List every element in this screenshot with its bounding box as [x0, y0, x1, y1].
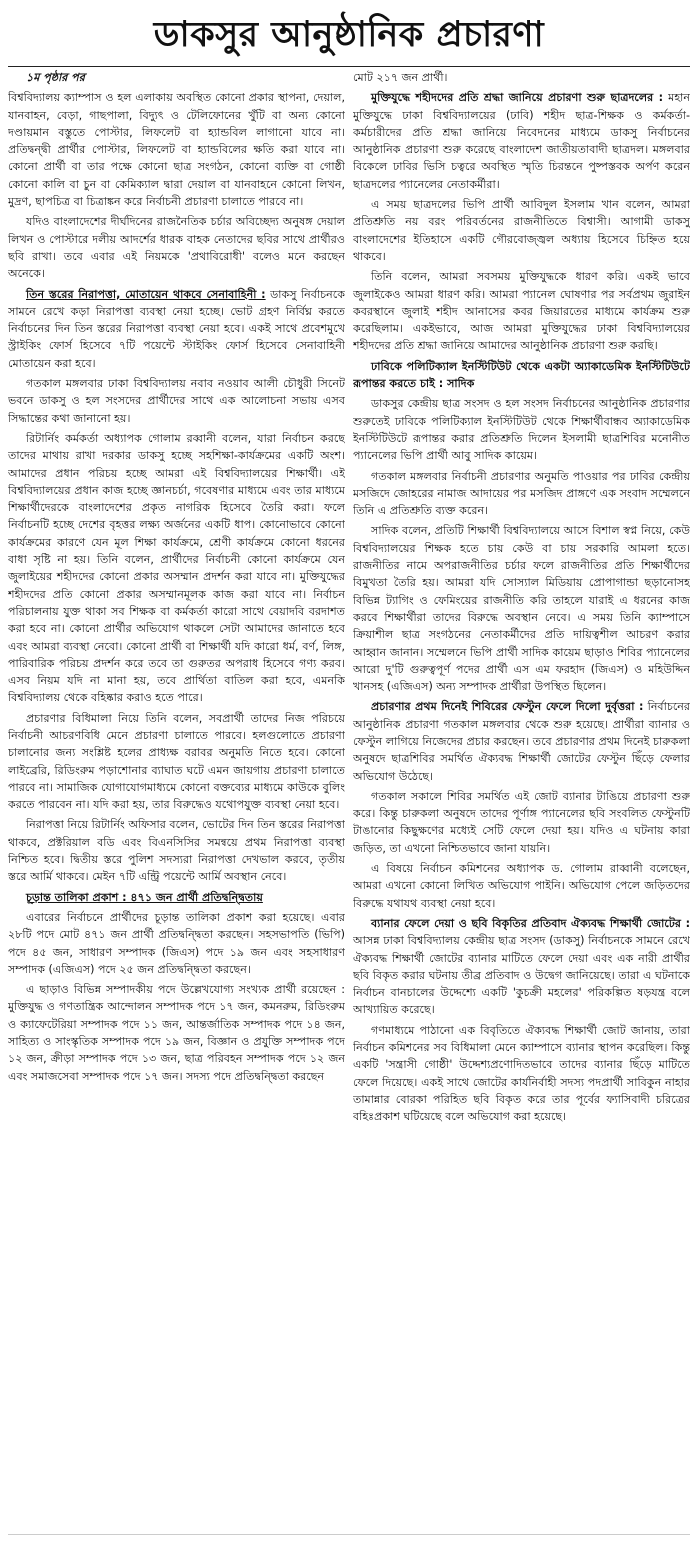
paragraph: মোট ২১৭ জন প্রার্থী। [353, 71, 448, 84]
paragraph: ডাকসুর কেন্দ্রীয় ছাত্র সংসদ ও হল সংসদ নির্বাচনের আনুষ্ঠানিক প্রচারণার শুরুতেই ঢাবিকে পলিটিক্যাল ইনস্টিটিউট থেকে শিক্ষার্থীবান্ধব অ্যাকাডেমিক ইনস্টিটিউটে রূপান্তর করার প্রতিশ্রুতি দিলেন ইসলামী ছাত্রশিবির মনোনীত প্যানেলের ভিপি প্রার্থী আবু সাদিক কায়েম। [353, 397, 690, 463]
subheading: ঢাবিকে পলিটিক্যাল ইনস্টিটিউট থেকে একটা অ্যাকাডেমিক ইনস্টিটিউটে রূপান্তর করতে চাই : সাদিক [353, 359, 690, 391]
paragraph: গতকাল সকালে শিবির সমর্থিত এই জোট ব্যানার টাঙিয়ে প্রচারণা শুরু করে। কিন্তু চারুকলা অনুষদে তাদের পূর্ণাঙ্গ প্যানেলের ছবি সংবলিত ফেস্টুনটি টাঙানোর কিছুক্ষণের মধ্যেই সেটি ফেলে দেয়া হয়। যদিও এ ঘটনায় কারা জড়িত, তা এখনো নিশ্চিতভাবে জানা যায়নি। [353, 789, 690, 855]
paragraph: যদিও বাংলাদেশের দীর্ঘদিনের রাজনৈতিক চর্চার অবিচ্ছেদ্য অনুষঙ্গ দেয়াল লিখন ও পোস্টারে দলীয় আদর্শের ধারক বাহক নেতাদের ছবির সাথে প্রার্থীরও ছবি রাখা। তবে এবার এই নিয়মকে 'প্রথাবিরোধী' বলেও মনে করছেন অনেকে। [8, 215, 345, 281]
paragraph-text: নির্বাচনের আনুষ্ঠানিক প্রচারণা গতকাল মঙ্গলবার থেকে শুরু হয়েছে। প্রার্থীরা ব্যানার ও ফেস্টুন লাগিয়ে নিজেদের প্রচার করছেন। তবে প্রচারণার প্রথম দিনেই চারুকলা অনুষদে ছাত্রশিবির সমর্থিত ঐক্যবদ্ধ শিক্ষার্থী জোটের ফেস্টুন ছিঁড়ে ফেলার অভিযোগ উঠেছে। [353, 700, 690, 783]
paragraph-text: মহান মুক্তিযুদ্ধে ঢাকা বিশ্ববিদ্যালয়ের (ঢাবি) শহীদ ছাত্র-শিক্ষক ও কর্মকর্তা-কর্মচারীদের প্রতি শ্রদ্ধা জানিয়ে নিবেদনের মাধ্যমে ডাকসু নির্বাচনের আনুষ্ঠানিক প্রচারণা শুরু করেছে বাংলাদেশ জাতীয়তাবাদী ছাত্রদল। মঙ্গলবার বিকেলে ঢাবির ভিসি চত্বরে অবস্থিত স্মৃতি চিরন্তনে পুষ্পস্তবক অর্পণ করেন ছাত্রদলের প্যানেলের নেতাকর্মীরা। [353, 91, 690, 191]
paragraph-text: আসন্ন ঢাকা বিশ্ববিদ্যালয় কেন্দ্রীয় ছাত্র সংসদ (ডাকসু) নির্বাচনকে সামনে রেখে ঐক্যবদ্ধ শিক্ষার্থী জোটের ব্যানার মাটিতে ফেলে দেয়া এবং এক নারী প্রার্থীর ছবি বিকৃত করার ঘটনায় তীব্র প্রতিবাদ ও উদ্বেগ জানিয়েছে। তারা এ ঘটনাকে নির্বাচন বানচালের উদ্দেশ্যে একটি 'কুচক্রী মহলের' পরিকল্পিত ষড়যন্ত্র বলে আখ্যায়িত করেছে। [353, 934, 690, 1017]
paragraph [353, 915, 690, 1019]
paragraph: প্রচারণার বিধিমালা নিয়ে তিনি বলেন, সবপ্রার্থী তাদের নিজ পরিচয়ে নির্বাচনী আচরণবিধি মেনে প্রচারণা চালাতে পারবে। হলগুলোতে প্রচারণা চালানোর জন্য সংশ্লিষ্ট হলের প্রাধ্যক্ষ বরাবর অনুমতি নিতে হবে। কোনো লাইব্রেরি, রিডিংরুম পড়াশোনার ব্যাঘাত ঘটে এমন জায়গায় প্রচারণা চালাতে পারবে না। সামাজিক যোগাযোগমাধ্যমে কোনো বক্তব্যের মাধ্যমে কাউকে বুলিং করতে পারবেন না। যদি করা হয়, তার বিরুদ্ধেও যথোপযুক্ত ব্যবস্থা নেয়া হবে। [8, 711, 345, 812]
subheading: তিন স্তরের নিরাপত্তা, মোতায়েন থাকবে সেনাবাহিনী : [26, 287, 266, 301]
paragraph [353, 698, 690, 784]
headline-rule [8, 66, 690, 67]
paragraph [353, 358, 690, 393]
article-columns [8, 69, 690, 1535]
paragraph-text: ডাকসু নির্বাচনকে সামনে রেখে কড়া নিরাপত্তা ব্যবস্থা নেয়া হচ্ছে। ভোট গ্রহণ নির্বিঘ্ন করতে নির্বাচনের দিন তিন স্তরের নিরাপত্তা ব্যবস্থা নেয়া হবে। একই সাথে প্রবেশমুখে স্ট্রাইকিং ফোর্স হিসেবে ৭টি পয়েন্টে স্টাইকিং ফোর্স হিসেবে সেনাবাহিনী মোতায়েন করা হবে। [8, 287, 345, 370]
paragraph: এ সময় ছাত্রদলের ভিপি প্রার্থী আবিদুল ইসলাম খান বলেন, আমরা প্রতিশ্রুতি নয় বরং পরিবর্তনের রাজনীতিতে বিশ্বাসী। আগামী ডাকসু বাংলাদেশের ইতিহাসে একটি গৌরবোজ্জ্বল অধ্যায় হিসেবে চিহ্নিত হয়ে থাকবে। [353, 198, 690, 263]
paragraph [8, 286, 345, 372]
paragraph: এ ছাড়াও বিভিন্ন সম্পাদকীয় পদে উল্লেখযোগ্য সংখ্যক প্রার্থী রয়েছেন : মুক্তিযুদ্ধ ও গণতান্ত্রিক আন্দোলন সম্পাদক পদে ১৭ জন, কমনরুম, রিডিংরুম ও ক্যাফেটেরিয়া সম্পাদক পদে ১১ জন, আন্তর্জাতিক সম্পাদক পদে ১৪ জন, সাহিত্য ও সাংস্কৃতিক সম্পাদক পদে ১৯ জন, বিজ্ঞান ও প্রযুক্তি সম্পাদক পদে ১২ জন, ক্রীড়া সম্পাদক পদে ১৩ জন, ছাত্র পরিবহন সম্পাদক পদে ১২ জন এবং সমাজসেবা সম্পাদক পদে ১৭ জন। সদস্য পদে প্রতিদ্বন্দ্বিতা করছেন [8, 983, 345, 1083]
paragraph: এবারের নির্বাচনে প্রার্থীদের চূড়ান্ত তালিকা প্রকাশ করা হয়েছে। এবার ২৮টি পদে মোট ৪৭১ জন প্রার্থী প্রতিদ্বন্দ্বিতা করছেন। সহসভাপতি (ভিপি) পদে ৪৫ জন, সাধারণ সম্পাদক (জিএস) পদে ১৯ জন এবং সহসাধারণ সম্পাদক (এজিএস) পদে ২৫ জন প্রতিদ্বন্দ্বিতা করছেন। [8, 910, 345, 976]
bottom-rule [8, 1534, 690, 1535]
paragraph: গণমাধ্যমে পাঠানো এক বিবৃতিতে ঐক্যবদ্ধ শিক্ষার্থী জোট জানায়, তারা নির্বাচন কমিশনের সব বিধিমালা মেনে ক্যাম্পাসে ব্যানার স্থাপন করেছিল। কিন্তু একটি 'সন্ত্রাসী গোষ্ঠী' উদ্দেশ্যপ্রণোদিতভাবে তাদের ব্যানার ছিঁড়ে মাটিতে ফেলে দিয়েছে। একই সাথে জোটের কার্যনির্বাহী সদস্য পদপ্রার্থী সাবিকুন নাহার তামান্নার বোরকা পরিহিত ছবি বিকৃত করে তার পূর্বের ফ্যাসিবাদী চরিত্রের বহিঃপ্রকাশ ঘটিয়েছে বলে অভিযোগ করা হয়েছে। [353, 1023, 690, 1124]
subheading: মুক্তিযুদ্ধে শহীদদের প্রতি শ্রদ্ধা জানিয়ে প্রচারণা শুরু ছাত্রদলের : [371, 91, 664, 105]
paragraph [8, 889, 345, 906]
paragraph: নিরাপত্তা নিয়ে রিটার্নিং অফিসার বলেন, ভোটের দিন তিন স্তরের নিরাপত্তা থাকবে, প্রক্টরিয়াল বডি এবং বিএনসিসির সমন্বয়ে প্রথম নিরাপত্তা ব্যবস্থা নিশ্চিত হবে। দ্বিতীয় স্তরে পুলিশ সদস্যরা নিরাপত্তা দেখভাল করবে, তৃতীয় স্তরে আর্মি থাকবে। মেইন ৭টি এন্ট্রি পয়েন্টে আর্মি অবস্থান নেবে। [8, 818, 345, 884]
paragraph: তিনি বলেন, আমরা সবসময় মুক্তিযুদ্ধকে ধারণ করি। একই ভাবে জুলাইকেও আমরা ধারণ করি। আমরা প্যানেল ঘোষণার পর সর্বপ্রথম জুরাইন কবরস্থানে জুলাই শহীদ আনাসের কবর জিয়ারতের মাধ্যমে কার্যক্রম শুরু করেছিলাম। একইভাবে, আজ আমরা মুক্তিযুদ্ধের ঢাকা বিশ্ববিদ্যালয়ের শহীদদের প্রতি শ্রদ্ধা জানিয়ে আমাদের আনুষ্ঠানিক প্রচারণা শুরু করছি। [353, 270, 690, 353]
left-column [8, 69, 345, 1535]
paragraph: গতকাল মঙ্গলবার নির্বাচনী প্রচারণার অনুমতি পাওয়ার পর ঢাবির কেন্দ্রীয় মসজিদে জোহরের নামাজ আদায়ের পর মসজিদ প্রাঙ্গণে এক সংবাদ সম্মেলনে তিনি এ প্রতিশ্রুতি ব্যক্ত করেন। [353, 469, 690, 518]
paragraph: সাদিক বলেন, প্রতিটি শিক্ষার্থী বিশ্ববিদ্যালয়ে আসে বিশাল স্বপ্ন নিয়ে, কেউ বিশ্ববিদ্যালয়ের শিক্ষক হতে চায় কেউ বা চায় সরকারি আমলা হতে। রাজনীতির নামে অপরাজনীতির চর্চার ফলে রাজনীতির প্রতি শিক্ষার্থীদের বিমুখতা তৈরি হয়। আমরা যদি সোস্যাল মিডিয়ায় প্রোপাগান্ডা ছড়ানোসহ বিভিন্ন ট্যাগিং ও ফেমিংয়ের রাজনীতি করি তাহলে যারাই এ ধরনের কাজ করবে শিক্ষার্থীরা তাদের বিরুদ্ধে অবস্থান নেবে। এ সময় তিনি ক্যাম্পাসে ক্রিয়াশীল ছাত্র সংগঠনের নেতাকর্মীদের প্রতি দায়িত্বশীল আচরণ করার আহ্বান জানান। সম্মেলনে ভিপি প্রার্থী সাদিক কায়েম ছাড়াও শিবির প্যানেলের আরো দু'টি গুরুত্বপূর্ণ পদের প্রার্থী এস এম ফরহাদ (জিএস) ও মহিউদ্দিন খানসহ (এজিএস) অন্য সম্পাদক প্রার্থীরা উপস্থিত ছিলেন। [353, 524, 690, 694]
paragraph [353, 89, 690, 193]
jump-label: ১ম পৃষ্ঠার পর [26, 71, 85, 84]
paragraph: বিশ্ববিদ্যালয় ক্যাম্পাস ও হল এলাকায় অবস্থিত কোনো প্রকার স্থাপনা, দেয়াল, যানবাহন, বেড়া, গাছপালা, বিদ্যুৎ ও টেলিফোনের খুঁটি বা অন্য কোনো দণ্ডায়মান বস্তুতে পোস্টার, লিফলেট বা হ্যান্ডবিল লাগানো যাবে না। প্রতিদ্বন্দ্বী প্রার্থীর পোস্টার, লিফলেট বা হ্যান্ডবিলের ক্ষতি করা যাবে না। কোনো প্রার্থী বা তার পক্ষে কোনো ছাত্র সংগঠন, কোনো ব্যক্তি বা গোষ্ঠী কোনো কালি বা চুন বা কেমিক্যাল দ্বারা দেয়াল বা যানবাহনে কোনো লিখন, মুদ্রণ, ছাপচিত্র বা চিত্রাঙ্কন করে নির্বাচনী প্রচারণা চালাতে পারবে না। [8, 91, 345, 209]
paragraph: গতকাল মঙ্গলবার ঢাকা বিশ্ববিদ্যালয় নবাব নওয়াব আলী চৌধুরী সিনেট ভবনে ডাকসু ও হল সংসদের প্রার্থীদের সাথে এক আলোচনা সভায় এসব সিদ্ধান্তের কথা জানানো হয়। [8, 377, 345, 425]
headline: ডাকসুর আনুষ্ঠানিক প্রচারণা [153, 15, 545, 55]
paragraph: রিটার্নিং কর্মকর্তা অধ্যাপক গোলাম রব্বানী বলেন, যারা নির্বাচন করছে তাদের মাথায় রাখা দরকার ডাকসু হচ্ছে সহশিক্ষা-কার্যক্রমের একটি অংশ। আমাদের প্রধান পরিচয় হচ্ছে আমরা এই বিশ্ববিদ্যালয়ের শিক্ষার্থী। এই বিশ্ববিদ্যালয়ের প্রধান কাজ হচ্ছে জ্ঞানচর্চা, গবেষণার মাধ্যমে এবং তার মাধ্যমে শিক্ষার্থীদেরকে বাংলাদেশের প্রকৃত নাগরিক হিসেবে তৈরি করা। ফলে নির্বাচনটি হচ্ছে দেশের বৃহত্তর লক্ষ্য অর্জনের একটি ধাপ। কোনোভাবে কোনো কার্যক্রমের কারণে যেন মূল শিক্ষা কার্যক্রমে, শ্রেণী কার্যক্রমে কোনো ধরনের বাধা সৃষ্টি না হয়। তিনি বলেন, প্রার্থীদের নির্বাচনী কোনো কার্যক্রমে যেন জুলাইয়ের শহীদদের কোনো প্রকার অসম্মান প্রদর্শন করা যাবে না। মুক্তিযুদ্ধের শহীদদের প্রতি কোনো প্রকার অসম্মানমূলক কাজ করা যাবে না। নির্বাচন পরিচালনায় যুক্ত থাকা সব শিক্ষক বা কর্মকর্তা কারো সাথে বেয়াদবি বরদাশত করা হবে না। কোনো প্রার্থীর অভিযোগ থাকলে সেটা আমাদের জানাতে হবে এবং আমরা ব্যবস্থা নেবো। কোনো প্রার্থী বা শিক্ষার্থী যদি কারো ধর্ম, বর্ণ, লিঙ্গ, পারিবারিক পরিচয় প্রদর্শন করে তবে তা গুরুতর অপরাধ হিসেবে গণ্য করব। এসব নিয়ম যদি না মানা হয়, তবে প্রার্থিতা বাতিল করা হবে, এমনকি বিশ্ববিদ্যালয় থেকে বহিষ্কার করাও হতে পারে। [8, 431, 345, 705]
subheading: ব্যানার ফেলে দেয়া ও ছবি বিকৃতির প্রতিবাদ ঐক্যবদ্ধ শিক্ষার্থী জোটের : [371, 916, 690, 930]
paragraph: এ বিষয়ে নির্বাচন কমিশনের অধ্যাপক ড. গোলাম রাব্বানী বলেছেন, আমরা এখনো কোনো লিখিত অভিযোগ পাইনি। অভিযোগ পেলে জড়িতদের বিরুদ্ধে যথাযথ ব্যবস্থা নেয়া হবে। [353, 862, 690, 910]
right-column [353, 69, 690, 1535]
subheading: প্রচারণার প্রথম দিনেই শিবিরের ফেস্টুন ফেলে দিলো দুর্বৃত্তরা : [371, 700, 644, 714]
subheading: চূড়ান্ত তালিকা প্রকাশ : ৪৭১ জন প্রার্থী প্রতিদ্বন্দ্বিতায় [26, 890, 263, 904]
